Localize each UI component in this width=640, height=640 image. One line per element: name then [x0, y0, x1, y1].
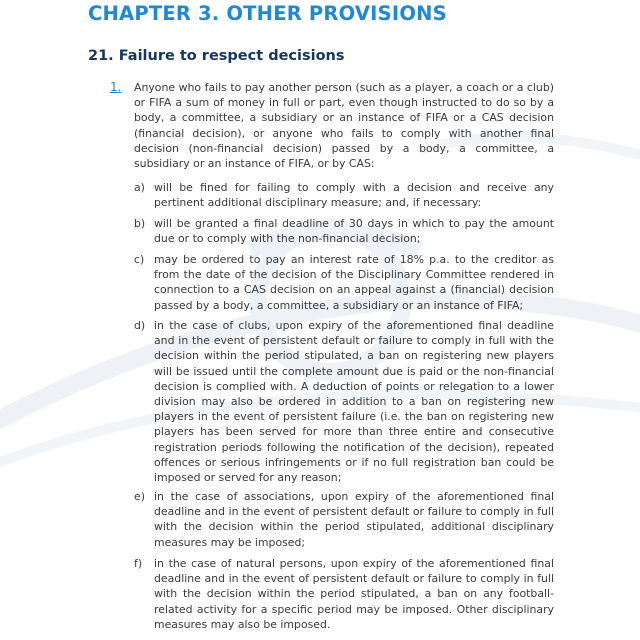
- paragraph-number-link[interactable]: 1.: [110, 80, 122, 94]
- list-item-letter: c): [134, 253, 145, 266]
- list-item-letter: f): [134, 557, 143, 570]
- list-item-letter: d): [134, 319, 146, 332]
- list-item-text: will be granted a final deadline of 30 days in which to pay the amount due or to comply with the non-financial decision;: [154, 217, 554, 246]
- list-item-text: will be fined for failing to comply with a decision and receive any pertinent additional disciplinary measure; and, if necessary:: [154, 181, 554, 210]
- list-item-text: in the case of associations, upon expiry of the aforementioned final deadline and in the event of persistent default or failure to comply in full with the decision within the period stipulated, additional disciplinary measures may be imposed;: [154, 490, 554, 549]
- list-item-letter: e): [134, 490, 145, 503]
- section-title: 21. Failure to respect decisions: [88, 48, 345, 64]
- list-item-letter: b): [134, 217, 146, 230]
- list-item-text: in the case of natural persons, upon expiry of the aforementioned final deadline and in the event of persistent default or failure to comply in full with the decision within the period stipulated, a ban on any football-related activity for a specific period may be imposed. Other disciplinary measures may also be imposed.: [154, 557, 554, 631]
- chapter-title: CHAPTER 3. OTHER PROVISIONS: [88, 2, 447, 25]
- list-item-text: may be ordered to pay an interest rate of 18% p.a. to the creditor as from the date of the decision of the Disciplinary Committee rendered in connection to a CAS decision on an appeal against a (financial) decision passed by a body, a committee, a subsidiary or an instance of FIFA;: [154, 253, 554, 312]
- paragraph-text: Anyone who fails to pay another person (such as a player, a coach or a club) or FIFA a sum of money in full or part, even though instructed to do so by a body, a committee, a subsidiary or an instance of FIFA or a CAS decision (financial decision), or anyone who fails to comply with another final decision (non-financial decision) passed by a body, a committee, a subsidiary or an instance of FIFA, or by CAS:: [134, 81, 554, 171]
- list-item-letter: a): [134, 181, 145, 194]
- list-item-text: in the case of clubs, upon expiry of the aforementioned final deadline and in the event of persistent default or failure to comply in full with the decision within the period stipulated, a ban on registering new players will be issued until the complete amount due is paid or the non-financial decision is complied with. A deduction of points or relegation to a lower division may also be ordered in addition to a ban on registering new players in the event of persistent failure (i.e. the ban on registering new players has been served for more than three entire and consecutive registration periods following the notification of the decision), repeated offences or serious infringements or if no full registration ban could be imposed or served for any reason;: [154, 319, 554, 485]
